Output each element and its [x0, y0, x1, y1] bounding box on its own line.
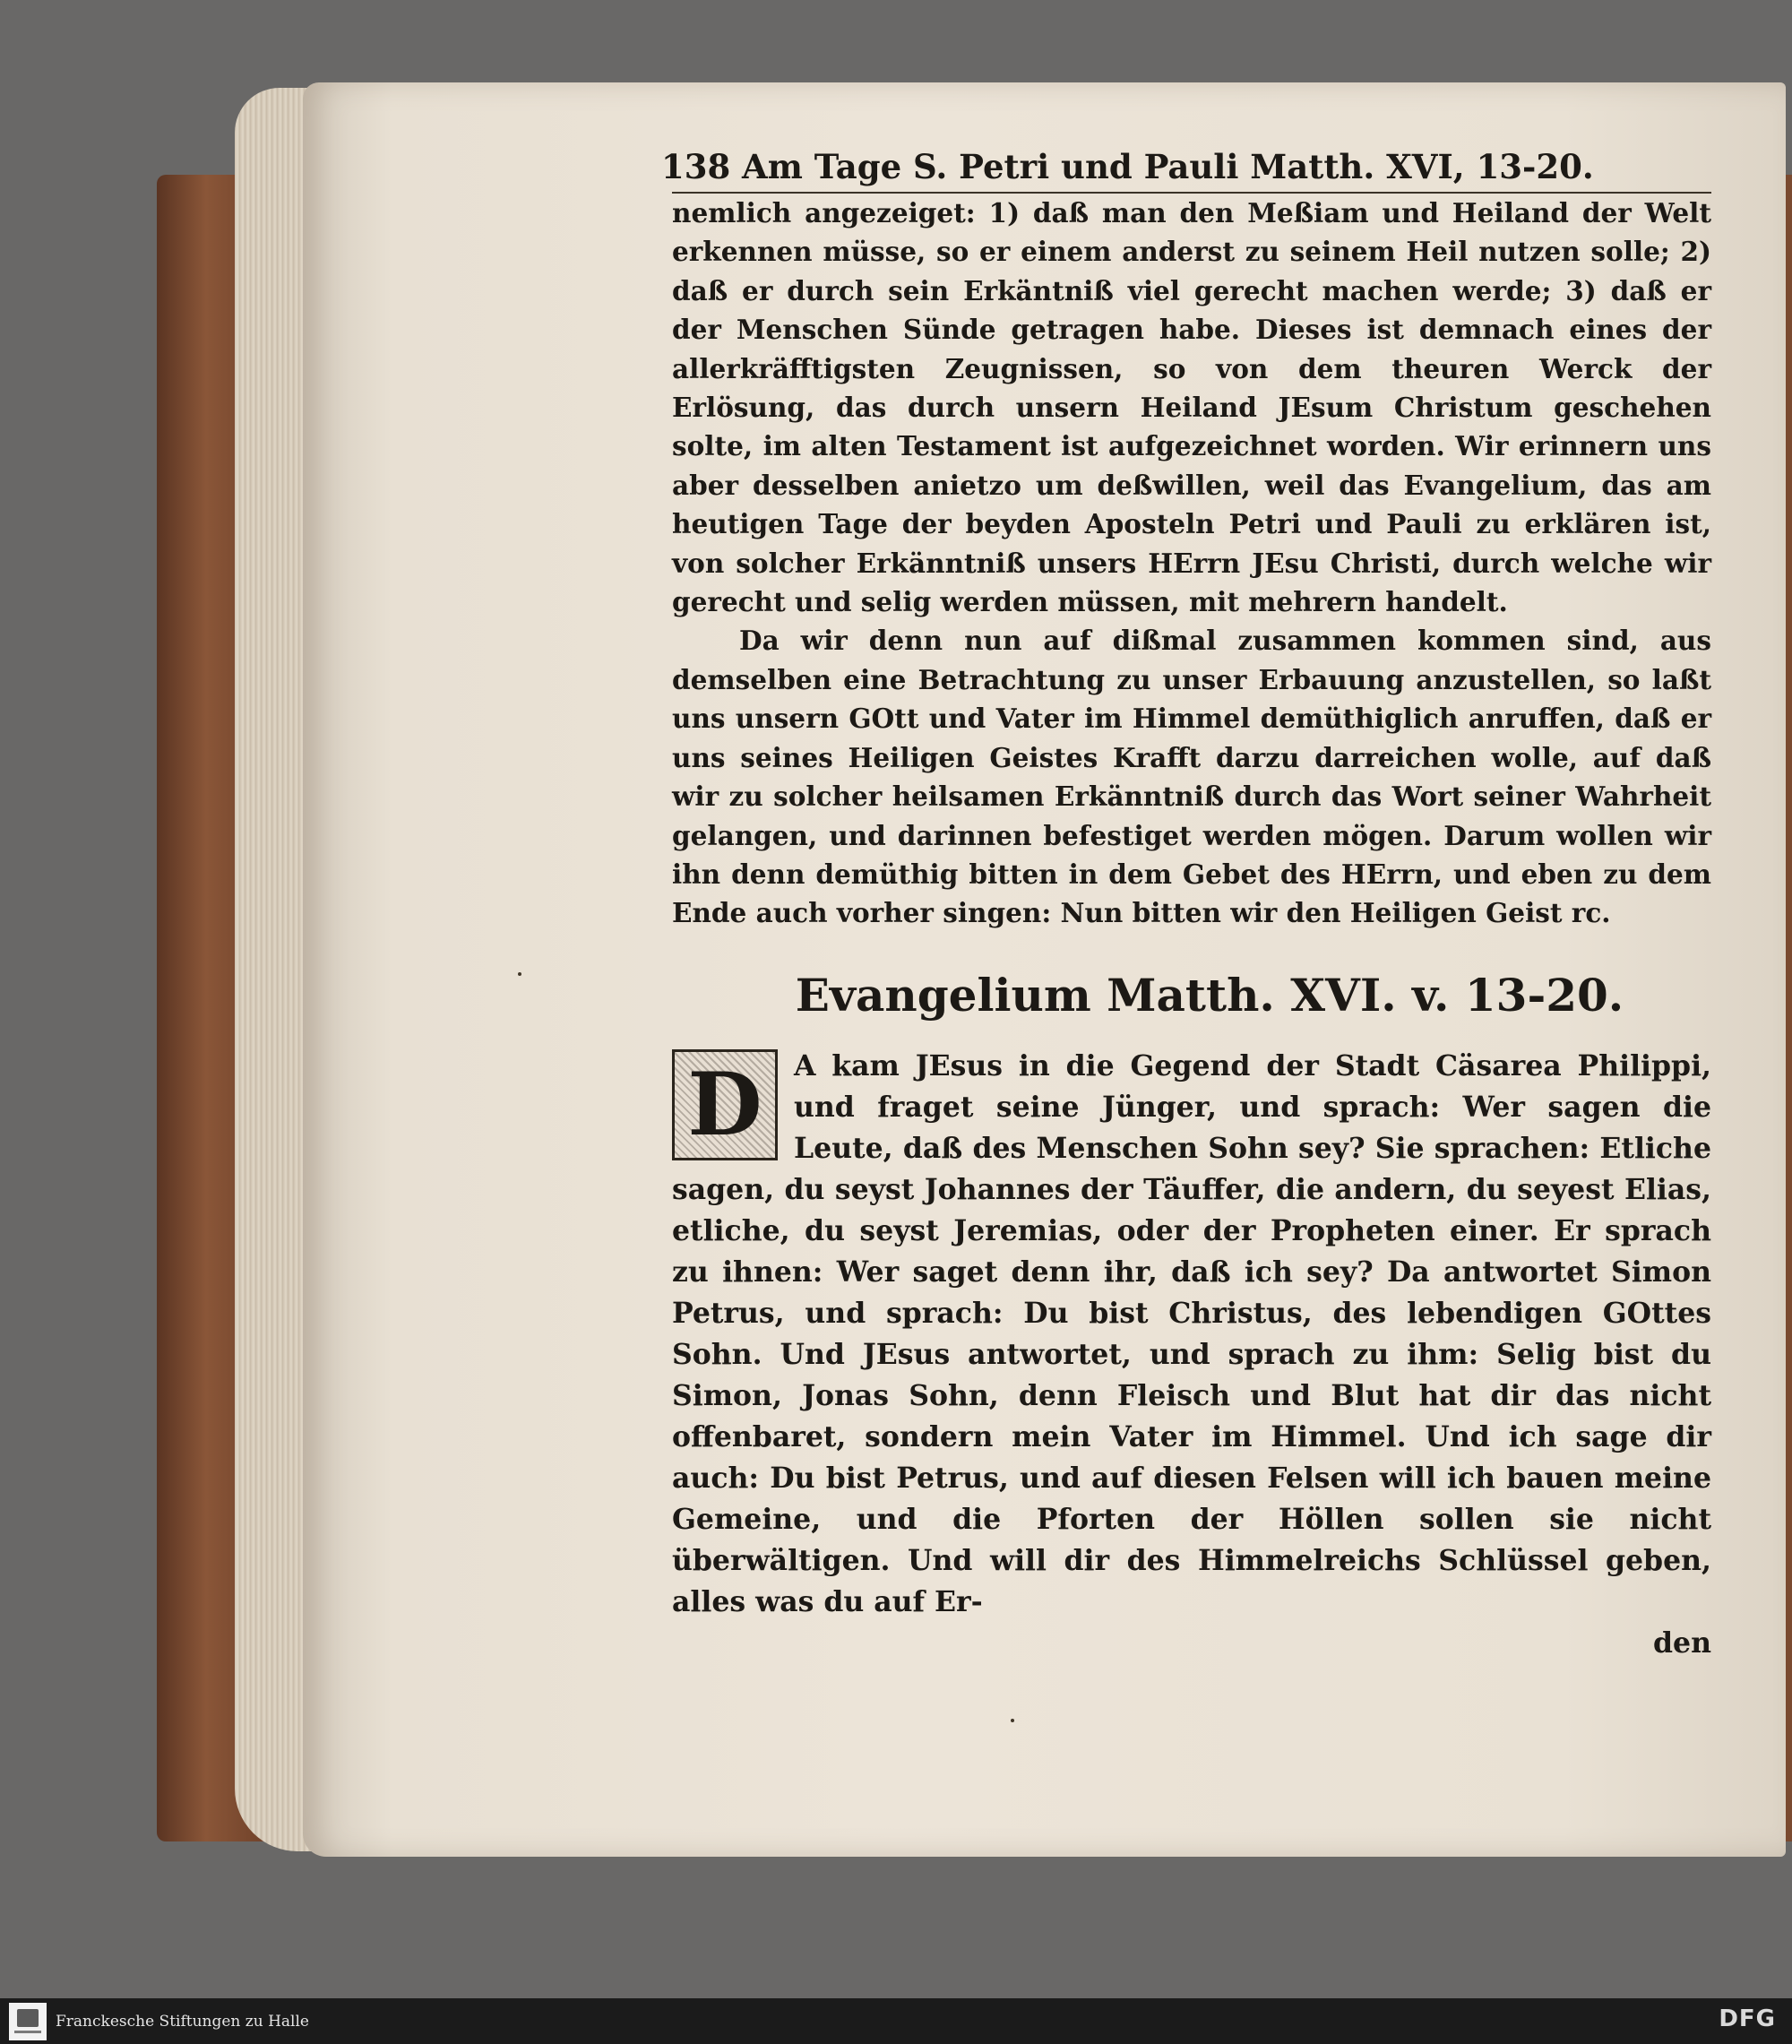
gospel-text [672, 1046, 1711, 1623]
speck [518, 972, 521, 976]
gospel-body: A kam JEsus in die Gegend der Stadt Cäsarea Philippi, und fraget seine Jünger, und sprach: Wer sagen die Leute, daß des Menschen Sohn sey? Sie sprachen: Etliche sagen, du seyst Johannes der Täuffer, die andern, du seyest Elias, etliche, du seyst Jeremias, oder der Propheten einer. Er sprach zu ihnen: Wer saget denn ihr, daß ich sey? Da antwortet Simon Petrus, und sprach: Du bist Christus, des lebendigen GOttes Sohn. Und JEsus antwortet, und sprach zu ihm: Selig bist du Simon, Jonas Sohn, denn Fleisch und Blut hat dir das nicht offenbaret, sondern mein Vater im Himmel. Und ich sage dir auch: Du bist Petrus, und auf diesen Felsen will ich bauen meine Gemeine, und die Pforten der Höllen sollen sie nicht überwältigen. Und will dir des Himmelreichs Schlüssel geben, alles was du auf Er- [672, 1048, 1711, 1618]
section-heading: Evangelium Matth. XVI. v. 13-20. [795, 968, 1624, 1022]
institution-name: Franckesche Stiftungen zu Halle [56, 2012, 309, 2031]
paragraph: Da wir denn nun auf dißmal zusammen kommen sind, aus demselben eine Betrachtung zu unser Erbauung anzustellen, so laßt uns unsern GOtt und Vater im Himmel demüthiglich anruffen, daß er uns seines Heiligen Geistes Krafft darzu darreichen wolle, auf daß wir zu solcher heilsamen Erkänntniß durch das Wort seiner Wahrheit gelangen, und darinnen befestiget werden mögen. Darum wollen wir ihn denn demüthig bitten in dem Gebet des HErrn, und eben zu dem Ende auch vorher singen: Nun bitten wir den Heiligen Geist rc. [672, 625, 1711, 929]
viewer-footer [0, 1998, 1792, 2044]
dfg-logo: DFG [1719, 2005, 1776, 2032]
drop-cap-letter: D [675, 1052, 775, 1158]
page-number: 138 [661, 147, 731, 186]
running-head [661, 143, 1711, 190]
page-text [661, 143, 1711, 1664]
catchword: den [1653, 1626, 1711, 1660]
running-title: Am Tage S. Petri und Pauli Matth. XVI, 13-20. [742, 147, 1594, 186]
speck [1011, 1719, 1014, 1722]
drop-cap-initial [672, 1049, 778, 1160]
paragraph: nemlich angezeiget: 1) daß man den Meßiam und Heiland der Welt erkennen müsse, so er einem anderst zu seinem Heil nutzen solle; 2) daß er durch sein Erkäntniß viel gerecht machen werde; 3) daß er der Menschen Sünde getragen habe. Dieses ist demnach eines der allerkräfftigsten Zeugnissen, so von dem theuren Werck der Erlösung, das durch unsern Heiland JEsum Christum geschehen solte, im alten Testament ist aufgezeichnet worden. Wir erinnern uns aber desselben anietzo um deßwillen, weil das Evangelium, das am heutigen Tage der beyden Aposteln Petri und Pauli zu erklären ist, von solcher Erkänntniß unsers HErrn JEsu Christi, durch welche wir gerecht und selig werden müssen, mit mehrern handelt. [672, 197, 1711, 618]
institution-logo-icon [9, 2003, 47, 2040]
